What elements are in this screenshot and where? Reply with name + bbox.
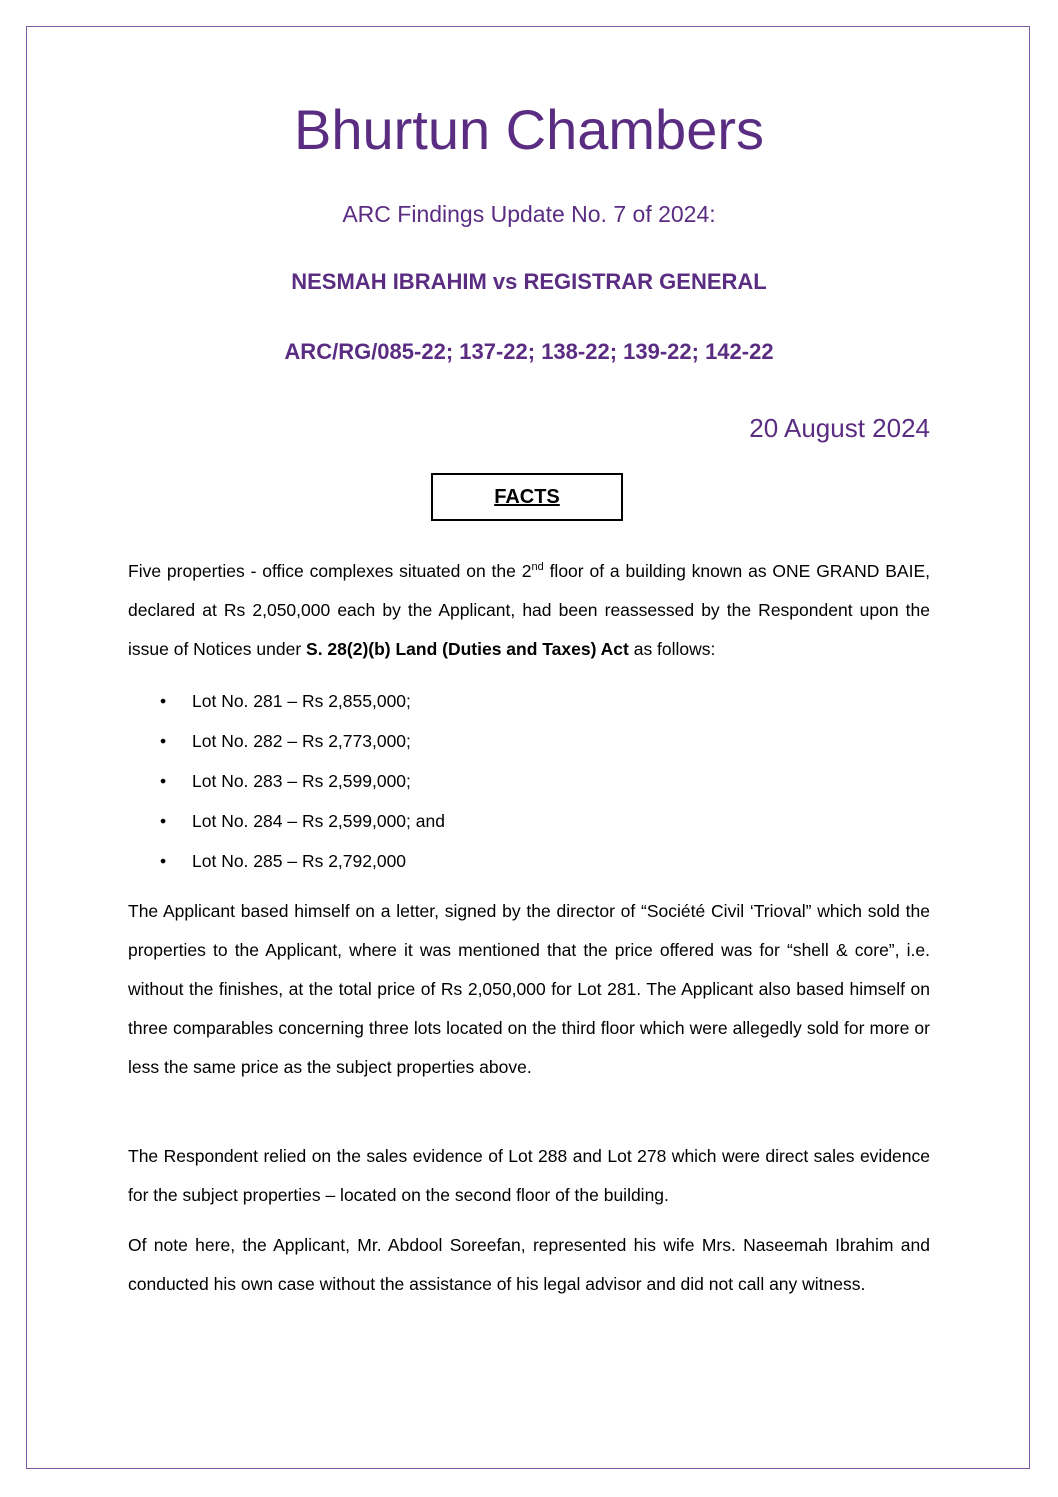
paragraph-properties-text <box>128 552 930 669</box>
paragraph-respondent-text: The Respondent relied on the sales evidence of Lot 288 and Lot 278 which were direct sales evidence for the subject properties – located on the second floor of the building. <box>128 1146 930 1205</box>
p1-statute: S. 28(2)(b) Land (Duties and Taxes) Act <box>306 639 629 659</box>
paragraph-note-text: Of note here, the Applicant, Mr. Abdool Soreefan, represented his wife Mrs. Naseemah Ibrahim and conducted his own case without the assistance of his legal advisor and did not call any witness. <box>128 1235 930 1294</box>
paragraph-properties <box>128 552 930 669</box>
list-item: • Lot No. 285 – Rs 2,792,000 <box>128 841 930 881</box>
paragraph-respondent <box>128 1137 930 1215</box>
bullet-icon: • <box>160 811 167 831</box>
list-item: • Lot No. 281 – Rs 2,855,000; <box>128 681 930 721</box>
p1-part2: floor of a building known as ONE GRAND BAIE, declared at Rs 2,050,000 each by the Applicant, had been reassessed by the Respondent upon the issue of Notices under <box>128 561 930 659</box>
bullet-icon: • <box>160 771 167 791</box>
update-title: ARC Findings Update No. 7 of 2024: <box>342 201 716 227</box>
paragraph-applicant-text: The Applicant based himself on a letter, signed by the director of “Société Civil ‘Trioval” which sold the properties to the Applicant, where it was mentioned that the price offered was for “shell & core”, i.e. without the finishes, at the total price of Rs 2,050,000 for Lot 281. The Applicant also based himself on three comparables concerning three lots located on the third floor which were allegedly sold for more or less the same price as the subject properties above. <box>128 901 930 1077</box>
list-item: • Lot No. 282 – Rs 2,773,000; <box>128 721 930 761</box>
list-item: • Lot No. 283 – Rs 2,599,000; <box>128 761 930 801</box>
p1-sup: nd <box>531 561 544 574</box>
paragraph-applicant <box>128 892 930 1087</box>
document-date: 20 August 2024 <box>749 413 930 443</box>
facts-heading: FACTS <box>494 485 560 508</box>
case-reference: ARC/RG/085-22; 137-22; 138-22; 139-22; 142-22 <box>284 339 774 364</box>
firm-name: Bhurtun Chambers <box>293 98 764 161</box>
facts-heading-box <box>431 473 623 521</box>
lot-list <box>128 681 930 881</box>
bullet-icon: • <box>160 851 167 871</box>
p1-part3: as follows: <box>628 639 716 659</box>
p1-part1: Five properties - office complexes situated on the 2 <box>128 561 532 581</box>
bullet-icon: • <box>160 731 167 751</box>
paragraph-note <box>128 1226 930 1304</box>
list-item: • Lot No. 284 – Rs 2,599,000; and <box>128 801 930 841</box>
bullet-icon: • <box>160 691 167 711</box>
case-name: NESMAH IBRAHIM vs REGISTRAR GENERAL <box>291 269 767 294</box>
